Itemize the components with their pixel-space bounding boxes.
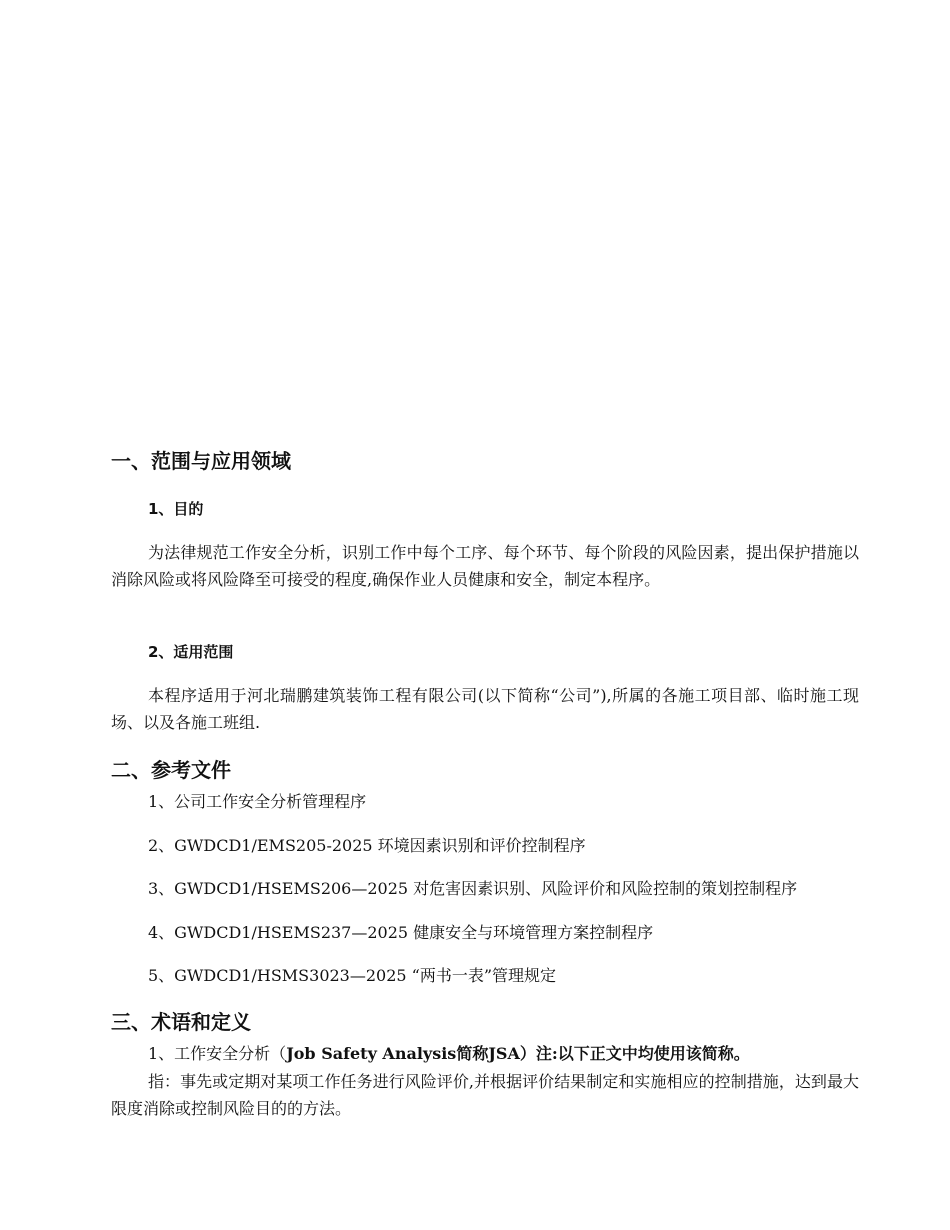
jsa-definition: 指：事先或定期对某项工作任务进行风险评价,并根据评价结果制定和实施相应的控制措施，达到最大限度消除或控制风险目的的方法。 [111,1072,859,1118]
term-jsa-name: Job Safety Analysis简称JSA）注:以下正文中均使用该简称。 [286,1044,750,1063]
reference-item: 5、GWDCD1/HSMS3023—2025 “两书一表”管理规定 [148,966,557,985]
section-3-title: 三、术语和定义 [111,1010,251,1034]
purpose-heading: 1、目的 [148,500,204,518]
reference-item: 1、公司工作安全分析管理程序 [148,792,367,811]
reference-item: 4、GWDCD1/HSEMS237—2025 健康安全与环境管理方案控制程序 [148,923,654,942]
reference-item: 3、GWDCD1/HSEMS206—2025 对危害因素识别、风险评价和风险控制的策划控制程序 [148,879,798,898]
section-1-title: 一、范围与应用领域 [111,449,291,473]
scope-heading: 2、适用范围 [148,643,234,661]
section-2-title: 二、参考文件 [111,758,231,782]
purpose-paragraph: 为法律规范工作安全分析，识别工作中每个工序、每个环节、每个阶段的风险因素，提出保护措施以消除风险或将风险降至可接受的程度,确保作业人员健康和安全，制定本程序。 [111,543,859,589]
term-jsa [148,1043,750,1065]
scope-paragraph: 本程序适用于河北瑞鹏建筑装饰工程有限公司(以下简称“公司”),所属的各施工项目部、临时施工现场、以及各施工班组. [111,686,859,732]
term-jsa-prefix: 1、工作安全分析（ [148,1044,287,1063]
reference-item: 2、GWDCD1/EMS205-2025 环境因素识别和评价控制程序 [148,836,586,855]
